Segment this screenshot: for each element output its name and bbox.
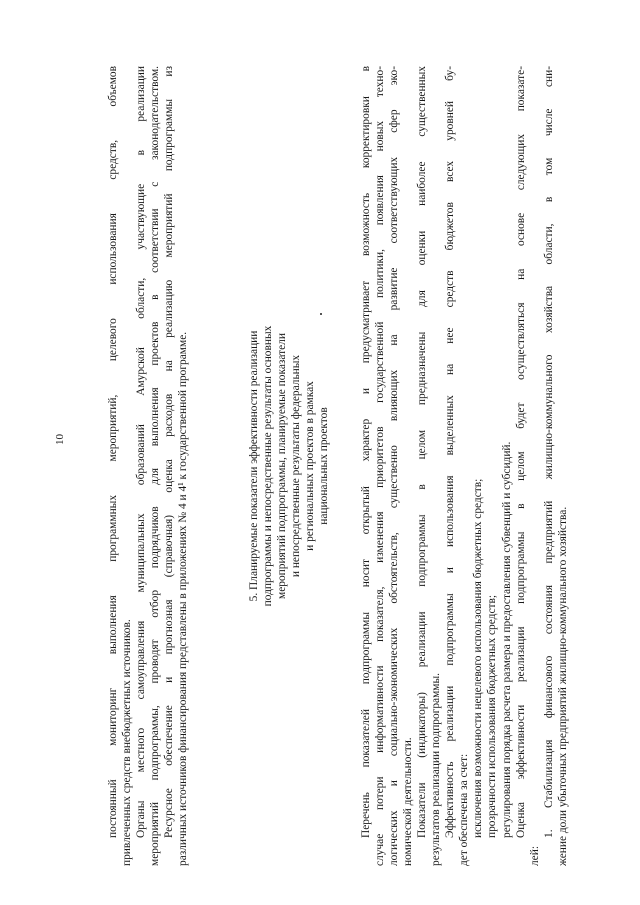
list-item: исключения возможности нецелевого использования бюджетных средств;: [472, 478, 485, 838]
paragraph-line: мероприятий подпрограммы, проводят отбор подрядчиков для выполнения проектов в соответствии с законодательством.: [149, 66, 162, 866]
paragraph-line: Оценка эффективности реализации подпрограммы в целом будет осуществляться на основе следующих показате-: [514, 66, 527, 838]
page-number: 10: [54, 434, 66, 445]
paragraph-line: Перечень показателей подпрограммы носит открытый характер и предусматривает возможность корректировки в: [359, 66, 372, 838]
paragraph-line: различных источников финансирования представлены в приложениях № 4 и 4¹ к государственной программе.: [177, 331, 190, 866]
page-content-rotated: [106, 66, 636, 866]
heading-line: 5. Планируемые показатели эффективности реализации: [247, 330, 260, 602]
paragraph-line: Показатели (индикаторы) реализации подпрограммы в целом предназначены для оценки наиболее существенных: [415, 66, 428, 838]
paragraph-line: дет обеспечена за счет:: [458, 753, 471, 866]
paragraph-line: привлеченных средств внебюджетных источников.: [121, 619, 134, 866]
list-item: прозрачности использования бюджетных средств;: [486, 594, 499, 838]
heading-line: и непосредственные результаты федеральных: [289, 354, 302, 578]
paragraph-line: результатов реализации подпрограммы.: [430, 672, 443, 866]
paragraph-line: жение доли убыточных предприятий жилищно-коммунального хозяйства.: [556, 506, 569, 866]
paragraph-line: Органы местного самоуправления муниципальных образований Амурской области, участвующие в реализации: [135, 66, 148, 838]
heading-line: подпрограммы и непосредственные результаты основных: [261, 325, 274, 607]
paragraph-line: номической деятельности.: [401, 737, 414, 866]
heading-line: и региональных проектов в рамках: [303, 381, 316, 551]
paragraph-line: логических и социально-экономических обстоятельств, существенно влияющих на развитие соответствующих сфер эко-: [387, 66, 400, 866]
paragraph-line: постоянный мониторинг выполнения программных мероприятий, целевого использования средств, объемов: [107, 66, 119, 838]
heading-line: мероприятий подпрограммы, планируемые показатели: [275, 333, 288, 599]
paragraph-line: лей:: [528, 845, 541, 866]
paragraph-line: Ресурсное обеспечение и прогнозная (справочная) оценка расходов на реализацию мероприятий подпрограммы из: [163, 66, 176, 838]
paragraph-line: 1. Стабилизация финансового состояния предприятий жилищно-коммунального хозяйства области, в том числе сни-: [542, 66, 555, 838]
paragraph-line: Эффективность реализации подпрограммы и использования выделенных на нее средств бюджетов всех уровней бу-: [444, 66, 457, 838]
heading-line: национальных проектов: [317, 407, 330, 525]
paragraph-line: случае потери информативности показателя, изменения приоритетов государственной политики, появления новых техно-: [373, 66, 386, 866]
section-heading: [247, 66, 331, 866]
list-item: регулирования порядка расчета размера и предоставления субвенций и субсидий.: [500, 441, 513, 838]
